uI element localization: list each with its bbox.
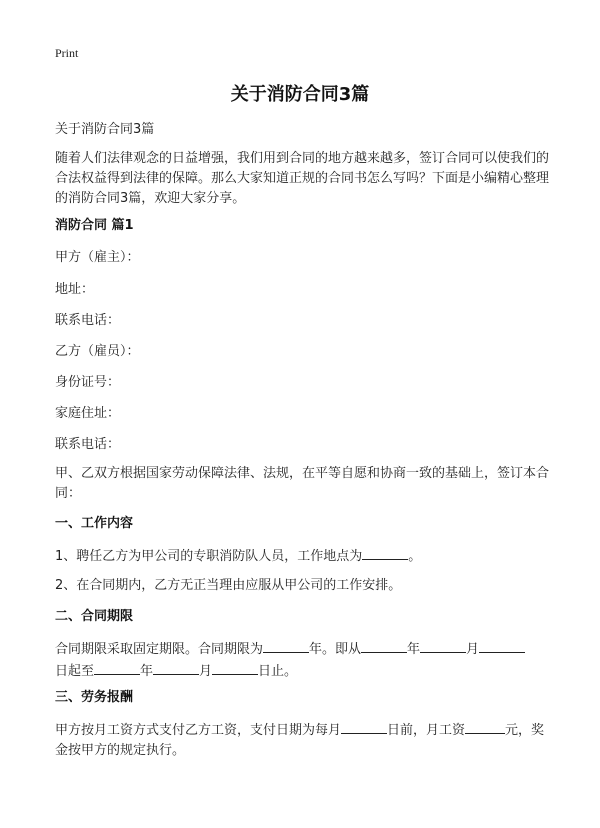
work-item-1-end: 。 [408,549,422,564]
field-party-b: 乙方（雇员）： [55,344,140,359]
intro-paragraph: 随着人们法律观念的日益增强，我们用到合同的地方越来越多，签订合同可以使我们的合法权益得到法律的保障。那么大家知道正规的合同书怎么写吗？下面是小编精心整理的消防合同3篇，欢迎大家分享。 [55,151,550,206]
term-text-a: 合同期限采取固定期限。合同期限为 [55,642,264,657]
work-item-1-text: 1、聘任乙方为甲公司的专职消防队人员，工作地点为 [55,549,363,564]
pay-heading: 三、劳务报酬 [55,690,134,705]
field-party-a: 甲方（雇主）： [55,250,140,265]
work-location-blank [362,545,408,560]
field-address: 地址： [55,282,95,297]
term-text-e: 日起至 [55,664,95,679]
section1-heading: 消防合同 篇1 [55,218,134,233]
end-day-blank [212,660,258,675]
term-text-d: 月 [466,642,480,657]
field-phone-b: 联系电话： [55,437,121,452]
start-year-blank [361,638,407,653]
term-paragraph [55,638,550,682]
field-phone-a: 联系电话： [55,313,121,328]
term-text-b: 年。即从 [309,642,362,657]
print-link[interactable]: Print [55,46,79,60]
end-year-blank [94,660,140,675]
pay-text-b: 日前，月工资 [387,723,466,738]
document-subtitle: 关于消防合同3篇 [55,122,155,137]
document-title: 关于消防合同3篇 [230,84,370,105]
term-years-blank [263,638,309,653]
work-item-1 [55,545,550,567]
field-id-number: 身份证号： [55,375,121,390]
term-text-c: 年 [407,642,421,657]
pay-day-blank [341,719,387,734]
pay-text-a: 甲方按月工资方式支付乙方工资，支付日期为每月 [55,723,342,738]
end-month-blank [153,660,199,675]
pay-paragraph [55,719,550,761]
work-item-2: 2、在合同期内，乙方无正当理由应服从甲公司的工作安排。 [55,578,402,593]
field-home-address: 家庭住址： [55,406,121,421]
pay-text-c: 元，奖金按甲方的规定执行。 [55,723,545,758]
start-month-blank [420,638,466,653]
preamble-paragraph: 甲、乙双方根据国家劳动保障法律、法规，在平等自愿和协商一致的基础上，签订本合同： [55,466,550,501]
start-day-blank [479,638,525,653]
work-heading: 一、工作内容 [55,516,134,531]
term-heading: 二、合同期限 [55,609,134,624]
term-text-g: 月 [199,664,213,679]
term-text-h: 日止。 [258,664,298,679]
term-text-f: 年 [140,664,154,679]
salary-amount-blank [465,719,505,734]
